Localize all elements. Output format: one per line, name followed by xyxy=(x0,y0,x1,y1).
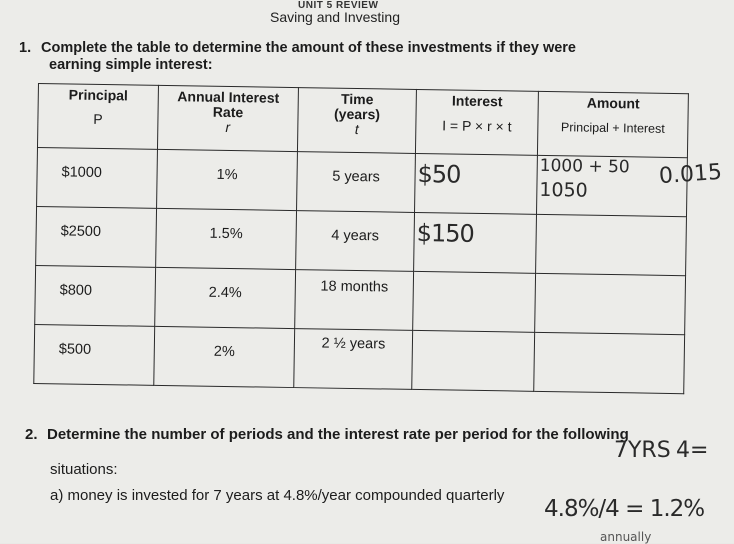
page-subtitle: Saving and Investing xyxy=(270,9,400,25)
question-1-text-line2: earning simple interest: xyxy=(49,57,213,73)
interest-table xyxy=(33,83,689,394)
question-1 xyxy=(19,40,659,74)
question-2 xyxy=(25,424,629,445)
header-rate: Annual Interest Rate r xyxy=(157,85,298,151)
question-2a: a) money is invested for 7 years at 4.8%/year compounded quarterly xyxy=(50,487,505,504)
question-2-text-line1: Determine the number of periods and the interest rate per period for the following xyxy=(47,426,629,443)
handwritten-annually: annually xyxy=(600,530,652,544)
interest-cell[interactable] xyxy=(413,271,536,332)
header-amount: Amount Principal + Interest xyxy=(537,91,688,157)
principal-cell: $1000 xyxy=(37,147,158,208)
handwritten-rate-calc: 4.8%/4 = 1.2% xyxy=(544,496,705,522)
question-1-text-line1: Complete the table to determine the amount of these investments if they were xyxy=(41,40,576,56)
amount-cell[interactable] xyxy=(534,332,685,393)
time-cell: 5 years xyxy=(297,152,416,213)
table-header-row xyxy=(37,84,688,158)
question-1-number: 1. xyxy=(19,40,32,56)
time-cell: 18 months xyxy=(295,270,414,331)
principal-cell: $800 xyxy=(35,265,156,326)
table-row xyxy=(34,324,685,393)
rate-cell: 1% xyxy=(157,149,298,210)
unit-label: UNIT 5 REVIEW xyxy=(298,0,379,11)
handwritten-years: 7YRS xyxy=(614,438,671,463)
amount-cell[interactable] xyxy=(535,273,686,334)
amount-cell[interactable] xyxy=(536,214,687,275)
table-row xyxy=(36,206,687,275)
header-time: Time (years) t xyxy=(297,88,416,154)
question-2-text-line2: situations: xyxy=(50,461,118,478)
table-row xyxy=(35,265,686,334)
interest-cell[interactable]: $150 xyxy=(414,212,537,273)
rate-cell: 2.4% xyxy=(155,267,296,328)
time-cell: 2 ½ years xyxy=(294,329,413,390)
header-principal: Principal P xyxy=(37,84,158,150)
question-2-number: 2. xyxy=(25,426,38,443)
time-cell: 4 years xyxy=(296,211,415,272)
rate-cell: 2% xyxy=(154,326,295,387)
handwritten-n: 4= xyxy=(676,438,709,463)
table-row xyxy=(37,147,688,216)
header-interest: Interest I = P × r × t xyxy=(415,89,538,155)
amount-cell[interactable]: 1000 + 50 1050 xyxy=(536,155,687,216)
principal-cell: $500 xyxy=(34,324,155,385)
rate-cell: 1.5% xyxy=(156,208,297,269)
margin-handwritten-note: 0.015 xyxy=(658,159,723,190)
principal-cell: $2500 xyxy=(36,206,157,267)
interest-cell[interactable]: $50 xyxy=(415,153,538,214)
interest-cell[interactable] xyxy=(412,330,535,391)
